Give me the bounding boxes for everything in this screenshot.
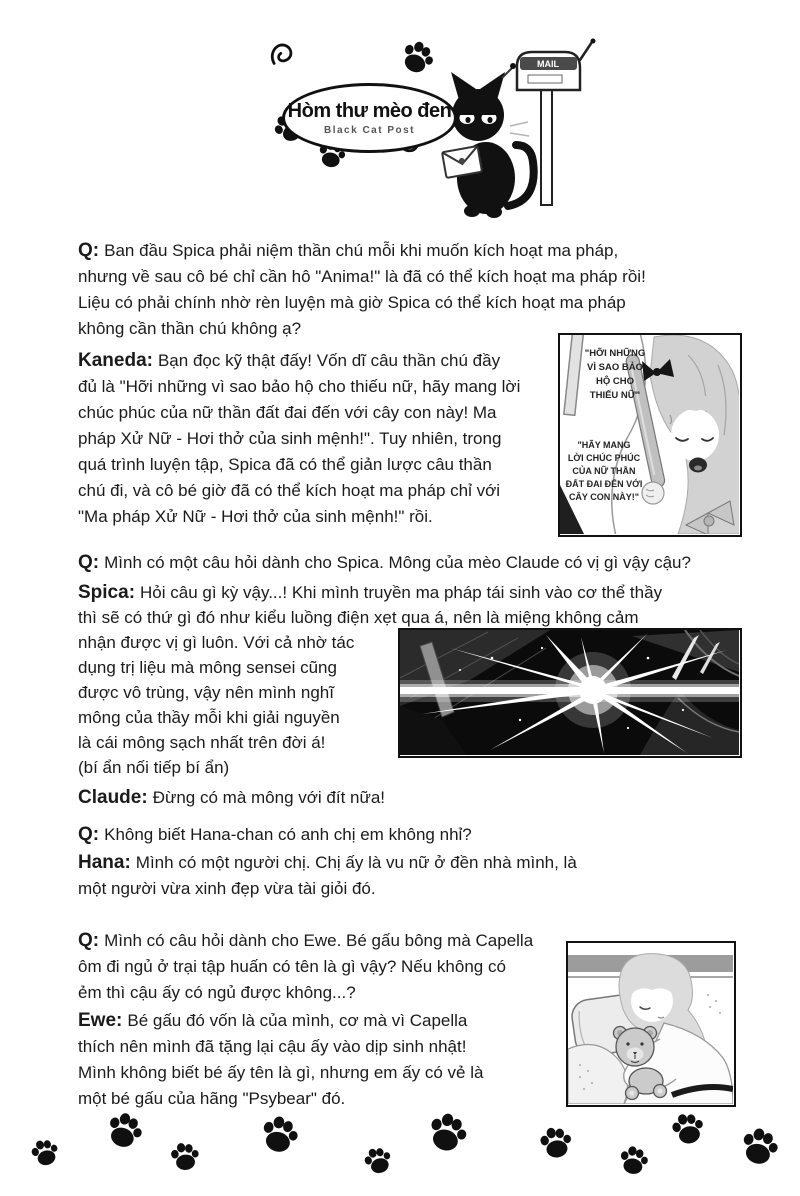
qa-line: một bé gấu của hãng "Psybear" đó. <box>78 1089 346 1108</box>
qa-line: một người vừa xinh đẹp vừa tài giỏi đó. <box>78 879 376 898</box>
flash-panel <box>398 628 742 758</box>
qa-block-kaneda-answer <box>78 348 558 530</box>
qa-text: Bạn đọc kỹ thật đấy! Vốn dĩ câu thần chú đầy <box>157 351 501 370</box>
qa-line: chúc phúc của nữ thần đất đai đến với cây con này! Ma <box>78 403 497 422</box>
bubble-line: CỦA NỮ THẦN <box>572 466 636 476</box>
qa-line <box>78 850 718 876</box>
bubble-line: LỜI CHÚC PHÚC <box>567 453 641 463</box>
qa-text: Đừng có mà mông với đít nữa! <box>152 788 386 807</box>
bubble-line: "HÃY MANG <box>577 440 631 450</box>
qa-line: "Ma pháp Xử Nữ - Hơi thở của sinh mệnh!" rồi. <box>78 507 433 526</box>
qa-line <box>78 550 768 576</box>
qa-line: dụng trị liệu mà mông sensei cũng <box>78 658 337 677</box>
mailbox-icon <box>517 39 596 206</box>
speaker-label: Kaneda: <box>78 350 153 371</box>
mail-label: MAIL <box>537 59 559 69</box>
qa-line: Liệu có phải chính nhờ rèn luyện mà giờ Spica có thể kích hoạt ma pháp <box>78 293 626 312</box>
qa-line: nhận được vị gì luôn. Với cả nhờ tác <box>78 633 355 652</box>
speaker-label: Q: <box>78 930 100 951</box>
paw-print-icon <box>425 1110 471 1156</box>
paw-print-icon <box>670 1110 706 1146</box>
speech-bubble-chant-2 <box>564 439 644 504</box>
flash-panel-art <box>400 630 739 755</box>
qa-line: là cái mông sạch nhất trên đời á! <box>78 733 326 752</box>
qa-line: (bí ẩn nối tiếp bí ẩn) <box>78 758 230 777</box>
qa-text: Hỏi câu gì kỳ vậy...! Khi mình truyền ma pháp tái sinh vào cơ thể thầy <box>140 583 663 602</box>
speaker-label: Q: <box>78 240 100 261</box>
qa-line: Mình không biết bé ấy tên là gì, nhưng em ấy có vẻ là <box>78 1063 484 1082</box>
qa-block-ewe-answer <box>78 1008 558 1112</box>
qa-line: được vô trùng, vậy nên mình nghĩ <box>78 683 334 702</box>
qa-line <box>78 785 578 811</box>
speaker-label: Claude: <box>78 787 148 808</box>
speaker-label: Spica: <box>78 582 136 603</box>
speaker-label: Hana: <box>78 852 131 873</box>
qa-block-hana-answer <box>78 850 718 902</box>
girl-face <box>671 409 719 461</box>
sleep-panel-art <box>568 943 733 1104</box>
paw-print-icon <box>170 1142 200 1171</box>
qa-line <box>78 822 718 848</box>
qa-line <box>78 238 758 264</box>
paw-print-icon <box>398 37 438 77</box>
qa-line: thì sẽ có thứ gì đó như kiểu luồng điện xẹt qua á, nên là miệng không cảm <box>78 608 639 627</box>
qa-line: ôm đi ngủ ở trại tập huấn có tên là gì vậy? Nếu không có <box>78 957 506 976</box>
paw-print-icon <box>103 1109 146 1152</box>
qa-line <box>78 348 558 374</box>
qa-line: đủ là "Hỡi những vì sao bảo hộ cho thiếu nữ, hãy mang lời <box>78 377 521 396</box>
spell-panel <box>558 333 742 537</box>
qa-line: mông của thầy mỗi khi giải nguyền <box>78 708 340 727</box>
paw-print-icon <box>618 1145 650 1177</box>
qa-block-claude-retort <box>78 785 578 811</box>
qa-line: quá trình luyện tập, Spica đã có thể giản lược câu thần <box>78 455 492 474</box>
speaker-label: Q: <box>78 824 100 845</box>
qa-block-spica-chant <box>78 238 758 342</box>
paw-print-row <box>0 1108 800 1196</box>
bubble-line: THIẾU NỮ" <box>589 390 641 401</box>
qa-block-claude-butt <box>78 550 768 576</box>
logo-subtitle: Black Cat Post <box>323 125 416 136</box>
speech-bubble-chant-1 <box>572 347 658 403</box>
bubble-line: "HỠI NHỮNG <box>584 348 646 359</box>
qa-line: chú đi, và cô bé giờ đã có thể kích hoạt ma pháp chỉ với <box>78 481 501 500</box>
bubble-line: HỘ CHO <box>596 376 634 387</box>
speaker-label: Q: <box>78 552 100 573</box>
qa-line <box>78 1008 558 1034</box>
bubble-line: CÂY CON NÀY!" <box>568 492 640 502</box>
qa-text: Không biết Hana-chan có anh chị em không nhỉ? <box>104 825 472 844</box>
paw-print-icon <box>362 1144 395 1176</box>
spiral-curl-icon <box>270 43 293 64</box>
logo-title: Hòm thư mèo đen <box>287 100 452 122</box>
qa-block-ewe-teddy <box>78 928 558 1006</box>
speaker-label: Ewe: <box>78 1010 123 1031</box>
qa-text: Bé gấu đó vốn là của mình, cơ mà vì Capella <box>127 1011 468 1030</box>
qa-text: Mình có một người chị. Chị ấy là vu nữ ở đền nhà mình, là <box>135 853 577 872</box>
bubble-line: ĐẤT ĐAI ĐẾN VỚI <box>565 479 643 489</box>
paw-print-icon <box>739 1125 782 1168</box>
qa-line: không cần thần chú không ạ? <box>78 319 302 338</box>
qa-line: pháp Xử Nữ - Hơi thở của sinh mệnh!". Tuy nhiên, trong <box>78 429 502 448</box>
paw-print-icon <box>539 1125 573 1159</box>
qa-text: Ban đầu Spica phải niệm thần chú mỗi khi muốn kích hoạt ma pháp, <box>104 241 619 260</box>
envelope-icon <box>442 146 482 178</box>
black-cat-post-logo <box>282 83 457 153</box>
qa-line: nhưng về sau cô bé chỉ cần hô "Anima!" là đã có thể kích hoạt ma pháp rồi! <box>78 267 646 286</box>
qa-text: Mình có một câu hỏi dành cho Spica. Mông của mèo Claude có vị gì vậy cậu? <box>104 553 691 572</box>
qa-line: thích nên mình đã tặng lại cậu ấy vào dịp sinh nhật! <box>78 1037 467 1056</box>
qa-line <box>78 580 758 605</box>
paw-print-icon <box>29 1137 61 1169</box>
qa-line: ẻm thì cậu ấy có ngủ được không...? <box>78 983 356 1002</box>
hand <box>642 482 664 504</box>
bubble-line: VÌ SAO BẢO <box>587 362 643 373</box>
qa-text: Mình có câu hỏi dành cho Ewe. Bé gấu bông mà Capella <box>104 931 534 950</box>
sleep-panel <box>566 941 736 1107</box>
qa-line <box>78 928 558 954</box>
paw-print-icon <box>259 1113 302 1156</box>
qa-block-hana-siblings <box>78 822 718 848</box>
